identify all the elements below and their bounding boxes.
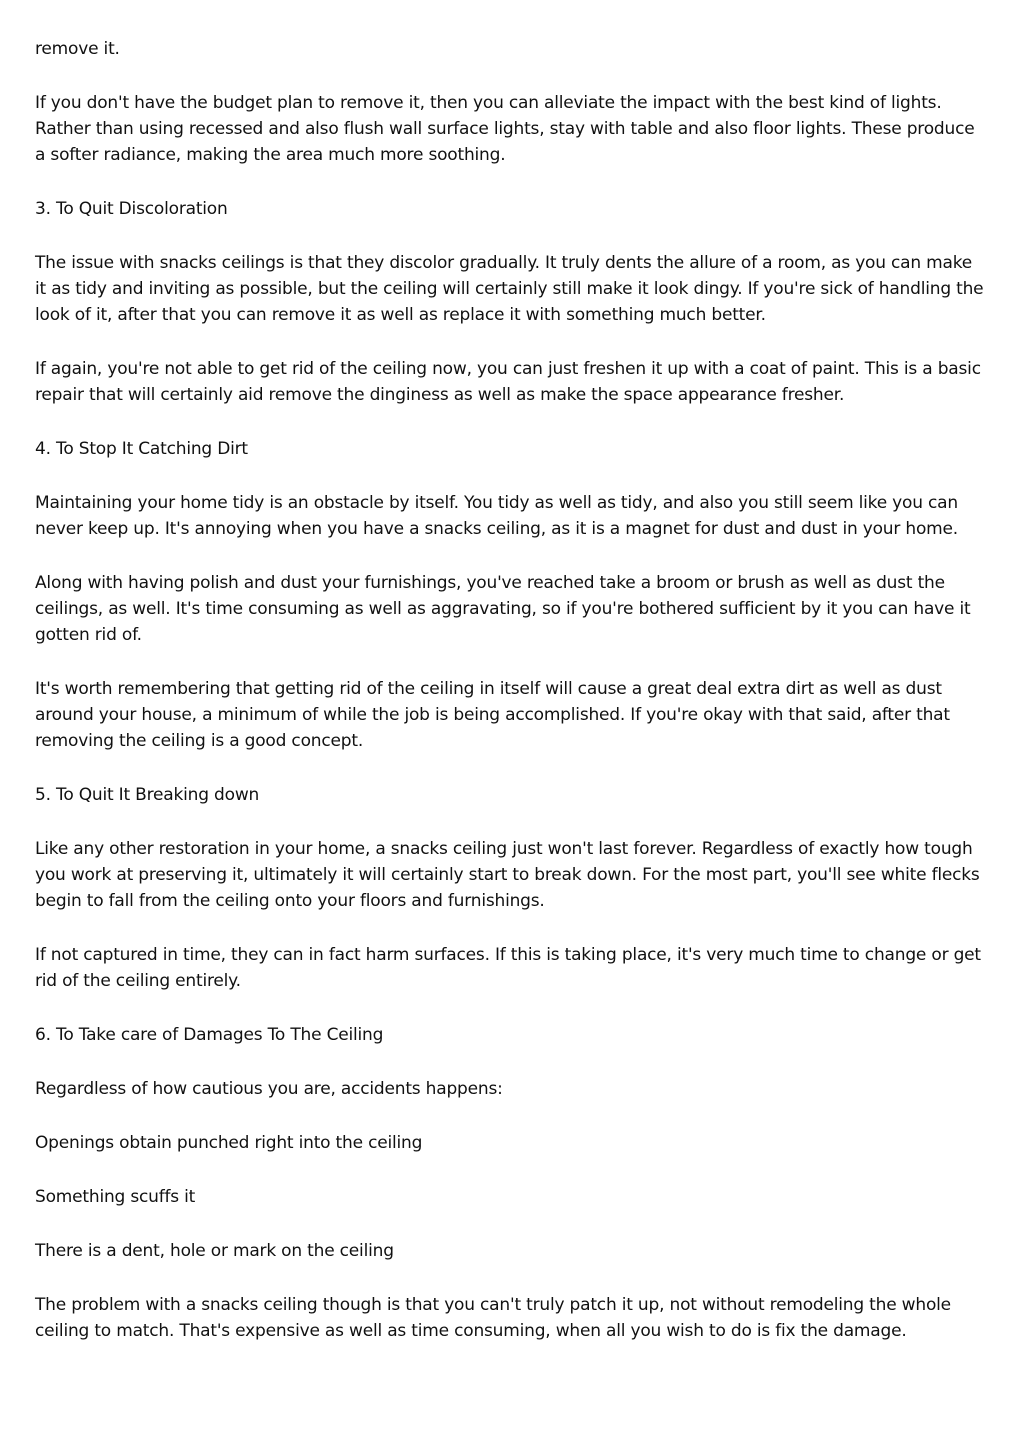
paragraph: If not captured in time, they can in fact harm surfaces. If this is taking place, it's very much time to change or get rid of the ceiling entirely. [35, 945, 981, 991]
paragraph: remove it. [35, 39, 120, 59]
section-heading: 3. To Quit Discoloration [35, 199, 228, 219]
paragraph: Along with having polish and dust your furnishings, you've reached take a broom or brush as well as dust the ceilings, as well. It's time consuming as well as aggravating, so if you're bothered sufficient by it you can have it gotten rid of. [35, 573, 971, 645]
section-heading: 4. To Stop It Catching Dirt [35, 439, 248, 459]
section-heading: 5. To Quit It Breaking down [35, 785, 260, 805]
paragraph: It's worth remembering that getting rid of the ceiling in itself will cause a great deal extra dirt as well as dust around your house, a minimum of while the job is being accomplished. If you're okay with that said, after that removing the ceiling is a good concept. [35, 679, 950, 751]
list-item: There is a dent, hole or mark on the ceiling [35, 1241, 394, 1261]
paragraph: The issue with snacks ceilings is that they discolor gradually. It truly dents the allure of a room, as you can make it as tidy and inviting as possible, but the ceiling will certainly still make it look dingy. If you're sick of handling the look of it, after that you can remove it as well as replace it with something much better. [35, 253, 984, 325]
document-page [35, 36, 985, 1372]
paragraph: If again, you're not able to get rid of the ceiling now, you can just freshen it up with a coat of paint. This is a basic repair that will certainly aid remove the dinginess as well as make the space appearance fresher. [35, 359, 981, 405]
paragraph: Like any other restoration in your home, a snacks ceiling just won't last forever. Regardless of exactly how tough you work at preserving it, ultimately it will certainly start to break down. For the most part, you'll see white flecks begin to fall from the ceiling onto your floors and furnishings. [35, 839, 980, 911]
paragraph: Regardless of how cautious you are, accidents happens: [35, 1079, 503, 1099]
list-item: Something scuffs it [35, 1187, 196, 1207]
paragraph: The problem with a snacks ceiling though is that you can't truly patch it up, not without remodeling the whole ceiling to match. That's expensive as well as time consuming, when all you wish to do is fix the damage. [35, 1295, 951, 1341]
section-heading: 6. To Take care of Damages To The Ceiling [35, 1025, 384, 1045]
paragraph: Maintaining your home tidy is an obstacle by itself. You tidy as well as tidy, and also you still seem like you can never keep up. It's annoying when you have a snacks ceiling, as it is a magnet for dust and dust in your home. [35, 493, 958, 539]
list-item: Openings obtain punched right into the ceiling [35, 1133, 423, 1153]
paragraph: If you don't have the budget plan to remove it, then you can alleviate the impact with the best kind of lights. Rather than using recessed and also flush wall surface lights, stay with table and also floor lights. These produce a softer radiance, making the area much more soothing. [35, 93, 975, 165]
